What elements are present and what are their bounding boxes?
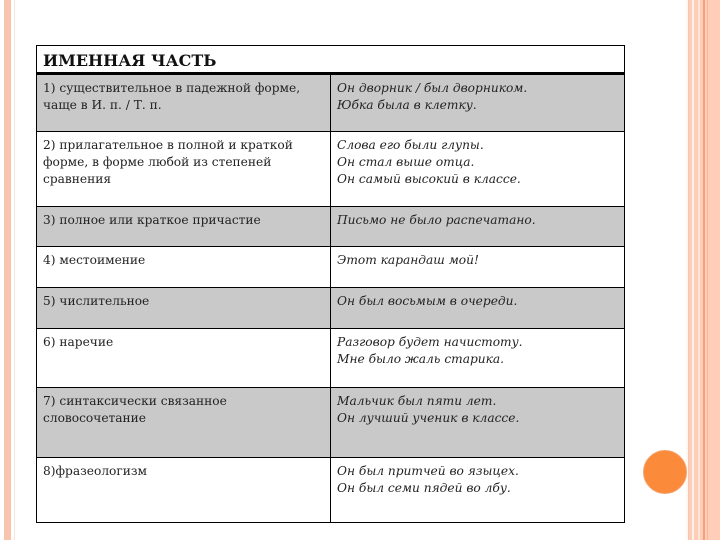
left-decorative-stripe	[4, 0, 11, 540]
table-row	[37, 247, 625, 288]
example-line: Слова его были глупы.	[337, 138, 484, 152]
category-cell: 1) существительное в падежной форме, чаще в И. п. / Т. п.	[37, 74, 331, 132]
table-row	[37, 388, 625, 458]
example-line: Мне было жаль старика.	[337, 352, 505, 366]
examples-cell	[331, 207, 625, 247]
left-decorative-line	[14, 0, 15, 540]
example-line: Он лучший ученик в классе.	[337, 411, 520, 425]
table-header-row	[37, 46, 625, 74]
table-row	[37, 329, 625, 388]
category-cell: 2) прилагательное в полной и краткой форме, в форме любой из степеней сравнения	[37, 132, 331, 207]
table-row	[37, 74, 625, 132]
examples-cell	[331, 288, 625, 329]
orange-circle-decoration	[643, 450, 687, 494]
examples-cell	[331, 74, 625, 132]
category-cell: 5) числительное	[37, 288, 331, 329]
right-decorative-border	[688, 0, 720, 540]
examples-cell	[331, 388, 625, 458]
category-cell: 8)фразеологизм	[37, 458, 331, 523]
example-line: Письмо не было распечатано.	[337, 213, 536, 227]
table-row	[37, 207, 625, 247]
category-cell: 7) синтаксически связанное словосочетание	[37, 388, 331, 458]
example-line: Он дворник / был дворником.	[337, 81, 528, 95]
example-line: Он был восьмым в очереди.	[337, 294, 518, 308]
examples-cell	[331, 329, 625, 388]
example-line: Он был притчей во языцех.	[337, 464, 519, 478]
table-row	[37, 458, 625, 523]
examples-cell	[331, 247, 625, 288]
category-cell: 4) местоимение	[37, 247, 331, 288]
table-row	[37, 132, 625, 207]
table-header: ИМЕННАЯ ЧАСТЬ	[37, 46, 625, 74]
example-line: Он стал выше отца.	[337, 155, 475, 169]
nominal-part-table	[36, 45, 625, 523]
example-line: Он был семи пядей во лбу.	[337, 481, 511, 495]
table-row	[37, 288, 625, 329]
category-cell: 6) наречие	[37, 329, 331, 388]
examples-cell	[331, 458, 625, 523]
example-line: Этот карандаш мой!	[337, 253, 479, 267]
example-line: Мальчик был пяти лет.	[337, 394, 497, 408]
examples-cell	[331, 132, 625, 207]
example-line: Он самый высокий в классе.	[337, 172, 521, 186]
category-cell: 3) полное или краткое причастие	[37, 207, 331, 247]
example-line: Юбка была в клетку.	[337, 98, 477, 112]
example-line: Разговор будет начистоту.	[337, 335, 523, 349]
